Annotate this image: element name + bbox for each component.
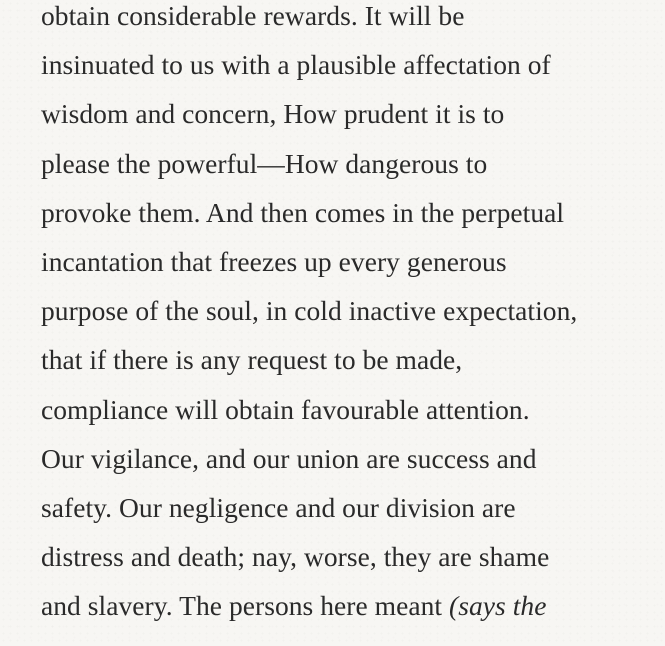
text-line: purpose of the soul, in cold inactive expectation,	[41, 295, 578, 327]
text-line: wisdom and concern, How prudent it is to	[41, 98, 505, 130]
text-line: compliance will obtain favourable attention.	[41, 393, 530, 425]
text-line-last	[41, 581, 651, 630]
text-line: Our vigilance, and our union are success and	[41, 442, 537, 474]
text-line: that if there is any request to be made,	[41, 344, 463, 376]
text-line: please the powerful—How dangerous to	[41, 147, 488, 179]
text-line: incantation that freezes up every generous	[41, 245, 507, 277]
text-line: obtain considerable rewards. It will be	[41, 0, 465, 31]
text-line: insinuated to us with a plausible affectation of	[41, 49, 551, 81]
text-line: distress and death; nay, worse, they are shame	[41, 541, 550, 573]
document-body	[41, 0, 651, 630]
text-line: provoke them. And then comes in the perpetual	[41, 196, 565, 228]
text-line: safety. Our negligence and our division are	[41, 491, 516, 523]
text-plain: and slavery. The persons here meant	[41, 590, 450, 622]
text-italic: (says the	[449, 590, 547, 622]
